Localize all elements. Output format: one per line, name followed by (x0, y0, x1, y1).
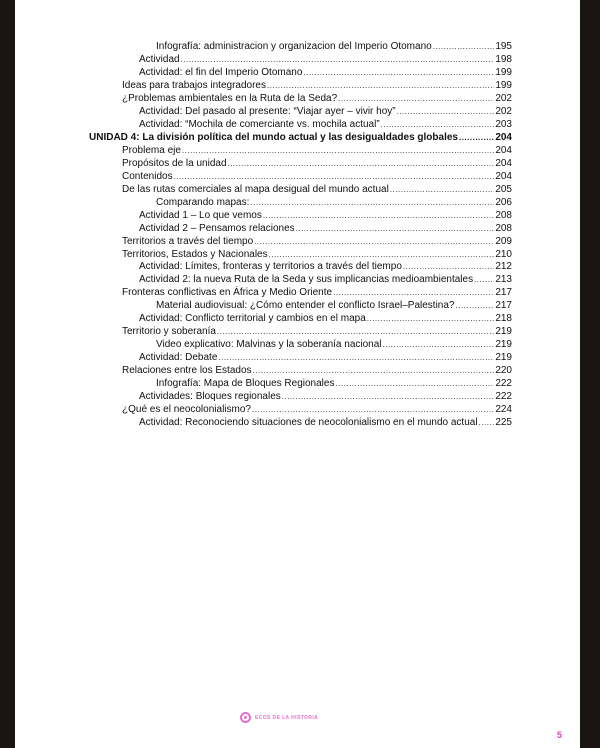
toc-leader-dots (459, 131, 494, 144)
toc-entry-title: De las rutas comerciales al mapa desigual del mundo actual (122, 183, 389, 195)
toc-entry-page: 205 (495, 183, 512, 195)
toc-entry (139, 222, 512, 235)
logo-icon (240, 712, 251, 723)
toc-entry (139, 209, 512, 222)
toc-leader-dots (254, 235, 494, 248)
toc-entry (122, 92, 512, 105)
toc-entry (156, 196, 512, 209)
toc-entry-page: 206 (495, 196, 512, 208)
toc-entry-title: Actividad: Conflicto territorial y cambios en el mapa (139, 313, 366, 325)
toc-entry-page: 213 (495, 274, 512, 286)
toc-entry (122, 403, 512, 416)
toc-entry-page: 204 (495, 144, 512, 156)
toc-entry-title: Relaciones entre los Estados (122, 365, 252, 377)
toc-entry-title: Territorios a través del tiempo (122, 235, 254, 247)
toc-entry-title: Territorio y soberanía (122, 326, 216, 338)
toc-entry (122, 79, 512, 92)
toc-entry-title: UNIDAD 4: La división política del mundo actual y las desigualdades globales (89, 131, 458, 143)
toc-entry (156, 338, 512, 351)
toc-entry-title: Comparando mapas: (156, 196, 250, 208)
toc-leader-dots (474, 273, 494, 286)
toc-entry-title: Ideas para trabajos integradores (122, 79, 266, 91)
toc-unit-heading (89, 131, 512, 144)
toc-entry-page: 222 (495, 391, 512, 403)
toc-leader-dots (269, 248, 495, 261)
toc-entry-title: Actividad: Límites, fronteras y territorios a través del tiempo (139, 261, 402, 273)
document-page (15, 0, 580, 748)
toc-entry-page: 204 (495, 157, 512, 169)
toc-leader-dots (296, 222, 495, 235)
toc-entry-title: Infografía: administracion y organizacion del Imperio Otomano (156, 41, 432, 52)
toc-entry-title: Problema eje (122, 144, 181, 156)
toc-leader-dots (333, 286, 494, 299)
toc-leader-dots (253, 364, 495, 377)
toc-leader-dots (335, 377, 494, 390)
toc-entry-title: Actividad: “Mochila de comerciante vs. mochila actual” (139, 118, 380, 130)
toc-entry-page: 204 (495, 131, 512, 143)
toc-entry-page: 217 (495, 300, 512, 312)
toc-entry-page: 195 (495, 41, 512, 52)
toc-entry-page: 219 (495, 352, 512, 364)
toc-leader-dots (303, 66, 494, 79)
toc-leader-dots (174, 170, 495, 183)
toc-entry-title: Actividad: Reconociendo situaciones de neocolonialismo en el mundo actual (139, 417, 478, 429)
toc-entry (139, 53, 512, 66)
toc-entry-page: 212 (495, 261, 512, 273)
toc-entry-title: Material audiovisual: ¿Cómo entender el conflicto Israel–Palestina? (156, 300, 455, 312)
toc-entry (139, 390, 512, 403)
toc-leader-dots (217, 325, 494, 338)
toc-entry (122, 248, 512, 261)
toc-leader-dots (381, 118, 495, 131)
toc-entry-page: 217 (495, 287, 512, 299)
toc-leader-dots (263, 209, 494, 222)
toc-entry-page: 198 (495, 53, 512, 65)
toc-entry-page: 199 (495, 66, 512, 78)
toc-entry-title: ¿Problemas ambientales en la Ruta de la Seda? (122, 92, 338, 104)
toc-entry-title: ¿Qué es el neocolonialismo? (122, 404, 251, 416)
toc-entry-page: 218 (495, 313, 512, 325)
toc-leader-dots (228, 157, 495, 170)
toc-entry (122, 364, 512, 377)
toc-entry-page: 204 (495, 170, 512, 182)
toc-leader-dots (250, 196, 494, 209)
toc-leader-dots (181, 53, 495, 66)
toc-entry-title: Contenidos (122, 170, 173, 182)
toc-entry-page: 203 (495, 118, 512, 130)
toc-entry (122, 235, 512, 248)
toc-entry-title: Actividad (139, 53, 180, 65)
toc-leader-dots (182, 144, 494, 157)
toc-entry-title: Territorios, Estados y Nacionales (122, 248, 268, 260)
toc-entry-page: 225 (495, 417, 512, 429)
toc-entry-title: Actividades: Bloques regionales (139, 391, 281, 403)
toc-entry-page: 202 (495, 105, 512, 117)
toc-leader-dots (479, 416, 495, 429)
toc-entry (122, 157, 512, 170)
toc-entry (122, 183, 512, 196)
page-number: 5 (557, 730, 563, 740)
toc-leader-dots (397, 105, 495, 118)
toc-entry-page: 199 (495, 79, 512, 91)
toc-entry (139, 351, 512, 364)
toc-entry-page: 202 (495, 92, 512, 104)
toc-entry (122, 286, 512, 299)
toc-entry (122, 325, 512, 338)
toc-leader-dots (456, 299, 495, 312)
toc-entry-title: Actividad 2 – Pensamos relaciones (139, 222, 295, 234)
toc-leader-dots (403, 260, 494, 273)
toc-entry-page: 220 (495, 365, 512, 377)
toc-entry-page: 208 (495, 222, 512, 234)
toc-entry-page: 222 (495, 378, 512, 390)
toc-entry (139, 416, 512, 429)
toc-leader-dots (282, 390, 495, 403)
toc-entry (122, 144, 512, 157)
toc-entry-title: Fronteras conflictivas en África y Medio Oriente (122, 287, 333, 299)
toc-entry-title: Actividad 2: la nueva Ruta de la Seda y sus implicancias medioambientales (139, 274, 474, 286)
toc-entry (122, 170, 512, 183)
toc-leader-dots (390, 183, 495, 196)
toc-entry (139, 312, 512, 325)
toc-leader-dots (383, 338, 495, 351)
toc-entry (156, 40, 512, 53)
toc-entry-title: Actividad 1 – Lo que vemos (139, 209, 262, 221)
toc-leader-dots (367, 312, 495, 325)
toc-entry (139, 260, 512, 273)
toc-entry-title: Propósitos de la unidad (122, 157, 227, 169)
toc-entry-title: Infografía: Mapa de Bloques Regionales (156, 378, 335, 390)
toc-leader-dots (267, 79, 494, 92)
footer-logo (240, 712, 318, 723)
toc-leader-dots (218, 351, 494, 364)
toc-entry-page: 219 (495, 339, 512, 351)
toc-entry-page: 219 (495, 326, 512, 338)
toc-entry-title: Actividad: Debate (139, 352, 218, 364)
toc-entry-page: 208 (495, 209, 512, 221)
toc-entry-page: 209 (495, 235, 512, 247)
toc-entry-title: Actividad: el fin del Imperio Otomano (139, 66, 303, 78)
toc-entry-title: Video explicativo: Malvinas y la soberanía nacional (156, 339, 382, 351)
toc-entry (139, 118, 512, 131)
toc-entry (139, 105, 512, 118)
toc-entry (139, 66, 512, 79)
toc-entry-title: Actividad: Del pasado al presente: “Viajar ayer – vivir hoy” (139, 105, 396, 117)
toc-entry-page: 224 (495, 404, 512, 416)
toc-leader-dots (338, 92, 494, 105)
toc-leader-dots (252, 403, 494, 416)
toc-entry (156, 299, 512, 312)
toc-leader-dots (433, 40, 495, 53)
toc-entry-page: 210 (495, 248, 512, 260)
toc-entry (139, 273, 512, 286)
toc-entry (156, 377, 512, 390)
logo-text: ECOS DE LA HISTORIA (255, 714, 319, 721)
